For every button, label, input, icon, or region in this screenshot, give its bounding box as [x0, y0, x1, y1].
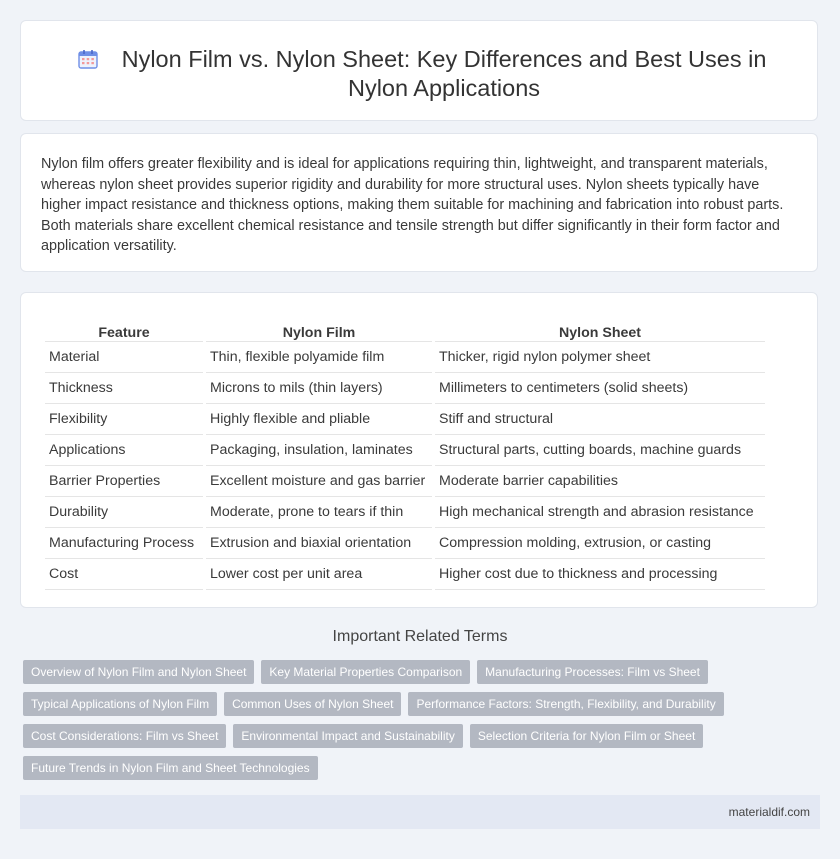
- table-cell: Thicker, rigid nylon polymer sheet: [435, 342, 765, 373]
- table-cell: Excellent moisture and gas barrier: [206, 466, 432, 497]
- related-term-tag[interactable]: Overview of Nylon Film and Nylon Sheet: [23, 660, 254, 684]
- table-cell: Extrusion and biaxial orientation: [206, 528, 432, 559]
- column-header-nylon-sheet: Nylon Sheet: [435, 315, 765, 342]
- table-row: [45, 404, 765, 435]
- related-term-tag[interactable]: Common Uses of Nylon Sheet: [224, 692, 401, 716]
- table-header-row: [45, 315, 765, 342]
- table-cell: Manufacturing Process: [45, 528, 203, 559]
- related-term-tag[interactable]: Selection Criteria for Nylon Film or Sheet: [470, 724, 703, 748]
- related-term-tag[interactable]: Performance Factors: Strength, Flexibility, and Durability: [408, 692, 723, 716]
- table-cell: Packaging, insulation, laminates: [206, 435, 432, 466]
- related-term-tag[interactable]: Key Material Properties Comparison: [261, 660, 470, 684]
- comparison-table: [42, 315, 768, 590]
- table-cell: Thin, flexible polyamide film: [206, 342, 432, 373]
- summary-text: Nylon film offers greater flexibility and is ideal for applications requiring thin, lightweight, and transparent materials, whereas nylon sheet provides superior rigidity and durability for more structural uses. Nylon sheets typically have higher impact resistance and thickness options, making them suitable for machining and fabrication into robust parts. Both materials share excellent chemical resistance and tensile strength but differ significantly in their form factor and application versatility.: [41, 156, 784, 255]
- table-row: [45, 497, 765, 528]
- table-row: [45, 342, 765, 373]
- table-row: [45, 528, 765, 559]
- related-term-tag[interactable]: Typical Applications of Nylon Film: [23, 692, 217, 716]
- table-cell: Highly flexible and pliable: [206, 404, 432, 435]
- table-cell: Thickness: [45, 373, 203, 404]
- table-cell: Material: [45, 342, 203, 373]
- footer-bar: [20, 795, 820, 829]
- table-cell: Durability: [45, 497, 203, 528]
- related-term-tag[interactable]: Environmental Impact and Sustainability: [233, 724, 462, 748]
- related-term-tag[interactable]: Cost Considerations: Film vs Sheet: [23, 724, 226, 748]
- table-cell: Applications: [45, 435, 203, 466]
- table-cell: Stiff and structural: [435, 404, 765, 435]
- table-cell: Moderate barrier capabilities: [435, 466, 765, 497]
- table-cell: Compression molding, extrusion, or casting: [435, 528, 765, 559]
- related-term-tag[interactable]: Future Trends in Nylon Film and Sheet Technologies: [23, 756, 318, 780]
- table-cell: Structural parts, cutting boards, machine guards: [435, 435, 765, 466]
- page-title: Nylon Film vs. Nylon Sheet: Key Differences and Best Uses in Nylon Applications: [121, 46, 767, 101]
- table-cell: Lower cost per unit area: [206, 559, 432, 590]
- calendar-icon: [77, 48, 99, 70]
- table-row: [45, 559, 765, 590]
- table-cell: Higher cost due to thickness and processing: [435, 559, 765, 590]
- table-row: [45, 466, 765, 497]
- table-cell: Moderate, prone to tears if thin: [206, 497, 432, 528]
- related-terms-heading: Important Related Terms: [332, 628, 508, 645]
- column-header-nylon-film: Nylon Film: [206, 315, 432, 342]
- column-header-feature: Feature: [45, 315, 203, 342]
- table-cell: Microns to mils (thin layers): [206, 373, 432, 404]
- related-term-tag[interactable]: Manufacturing Processes: Film vs Sheet: [477, 660, 708, 684]
- table-cell: Barrier Properties: [45, 466, 203, 497]
- table-row: [45, 435, 765, 466]
- table-cell: High mechanical strength and abrasion resistance: [435, 497, 765, 528]
- footer-site-link[interactable]: materialdif.com: [728, 805, 810, 819]
- comparison-table-card: [20, 292, 818, 608]
- table-row: [45, 373, 765, 404]
- summary-card: [20, 133, 818, 272]
- table-cell: Cost: [45, 559, 203, 590]
- header-card: [20, 20, 818, 121]
- related-terms-list: [23, 660, 783, 780]
- table-cell: Flexibility: [45, 404, 203, 435]
- table-cell: Millimeters to centimeters (solid sheets): [435, 373, 765, 404]
